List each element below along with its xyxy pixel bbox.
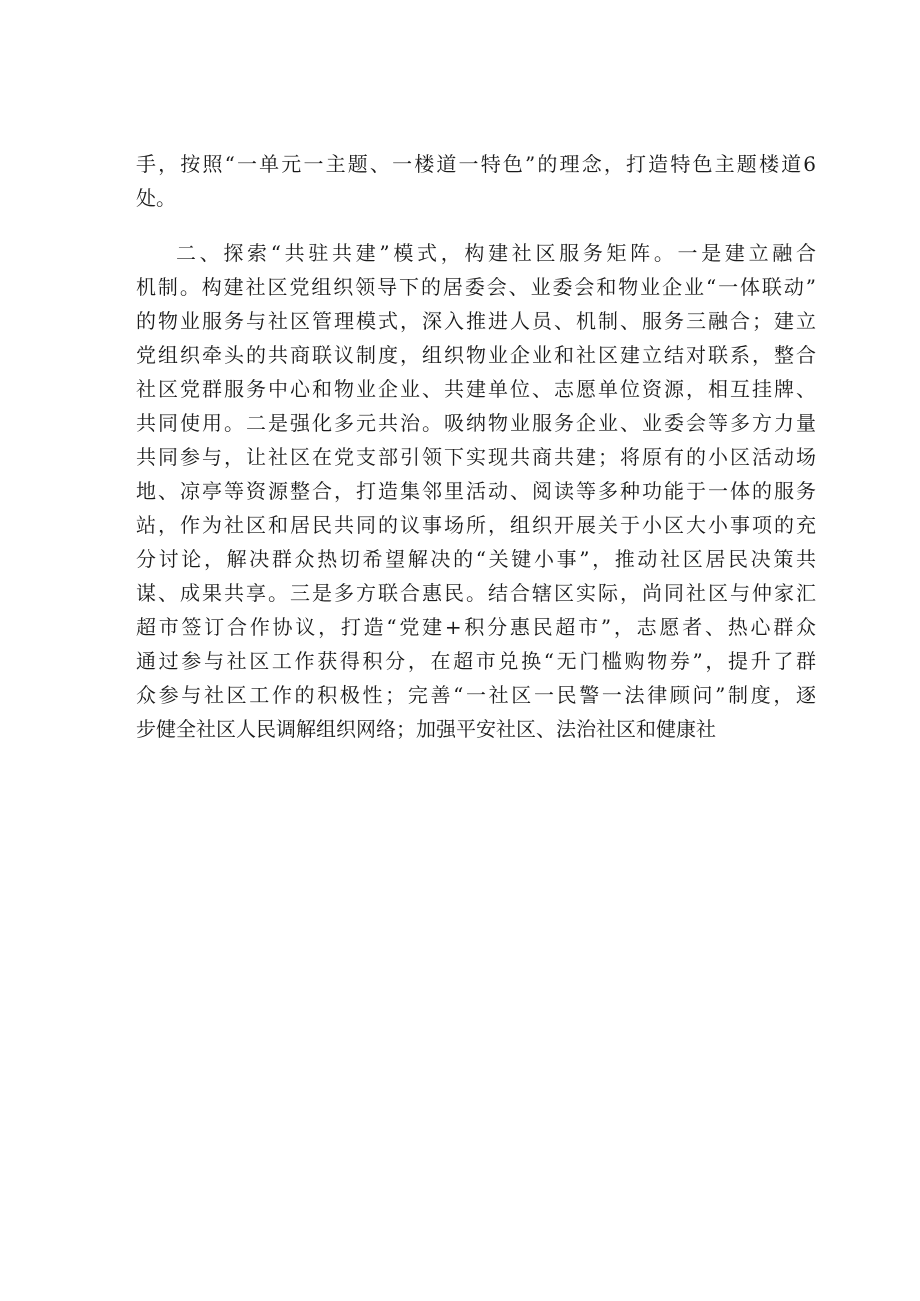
paragraph-line: 分讨论，解决群众热切希望解决的“关键小事”，推动社区居民决策共 (136, 547, 816, 571)
paragraph-line: 机制。构建社区党组织领导下的居委会、业委会和物业企业“一体联动” (136, 275, 816, 299)
paragraph-line: 党组织牵头的共商联议制度，组织物业企业和社区建立结对联系，整合 (136, 343, 816, 367)
paragraph-line: 的物业服务与社区管理模式，深入推进人员、机制、服务三融合；建立 (136, 309, 816, 333)
paragraph-line: 众参与社区工作的积极性；完善“一社区一民警一法律顾问”制度，逐 (136, 683, 816, 707)
paragraph-line: 社区党群服务中心和物业企业、共建单位、志愿单位资源，相互挂牌、 (136, 377, 816, 401)
paragraph-line: 共同使用。二是强化多元共治。吸纳物业服务企业、业委会等多方力量 (136, 411, 816, 435)
paragraph-line-indented: 二、探索“共驻共建”模式，构建社区服务矩阵。一是建立融合 (176, 241, 816, 265)
paragraph-section-two (136, 236, 816, 746)
paragraph-line: 手，按照“一单元一主题、一楼道一特色”的理念，打造特色主题楼道6 (136, 152, 816, 176)
paragraph-line: 处。 (136, 186, 176, 210)
paragraph-line: 谋、成果共享。三是多方联合惠民。结合辖区实际，尚同社区与仲家汇 (136, 581, 816, 605)
paragraph-line: 通过参与社区工作获得积分，在超市兑换“无门槛购物券”，提升了群 (136, 649, 816, 673)
paragraph-line: 步健全社区人民调解组织网络；加强平安社区、法治社区和健康社 (136, 717, 716, 741)
paragraph-line: 站，作为社区和居民共同的议事场所，组织开展关于小区大小事项的充 (136, 513, 816, 537)
paragraph-line: 超市签订合作协议，打造“党建+积分惠民超市”，志愿者、热心群众 (136, 615, 816, 639)
paragraph-line: 地、凉亭等资源整合，打造集邻里活动、阅读等多种功能于一体的服务 (136, 479, 816, 503)
paragraph-line: 共同参与，让社区在党支部引领下实现共商共建；将原有的小区活动场 (136, 445, 816, 469)
paragraph-continuation (136, 147, 816, 215)
